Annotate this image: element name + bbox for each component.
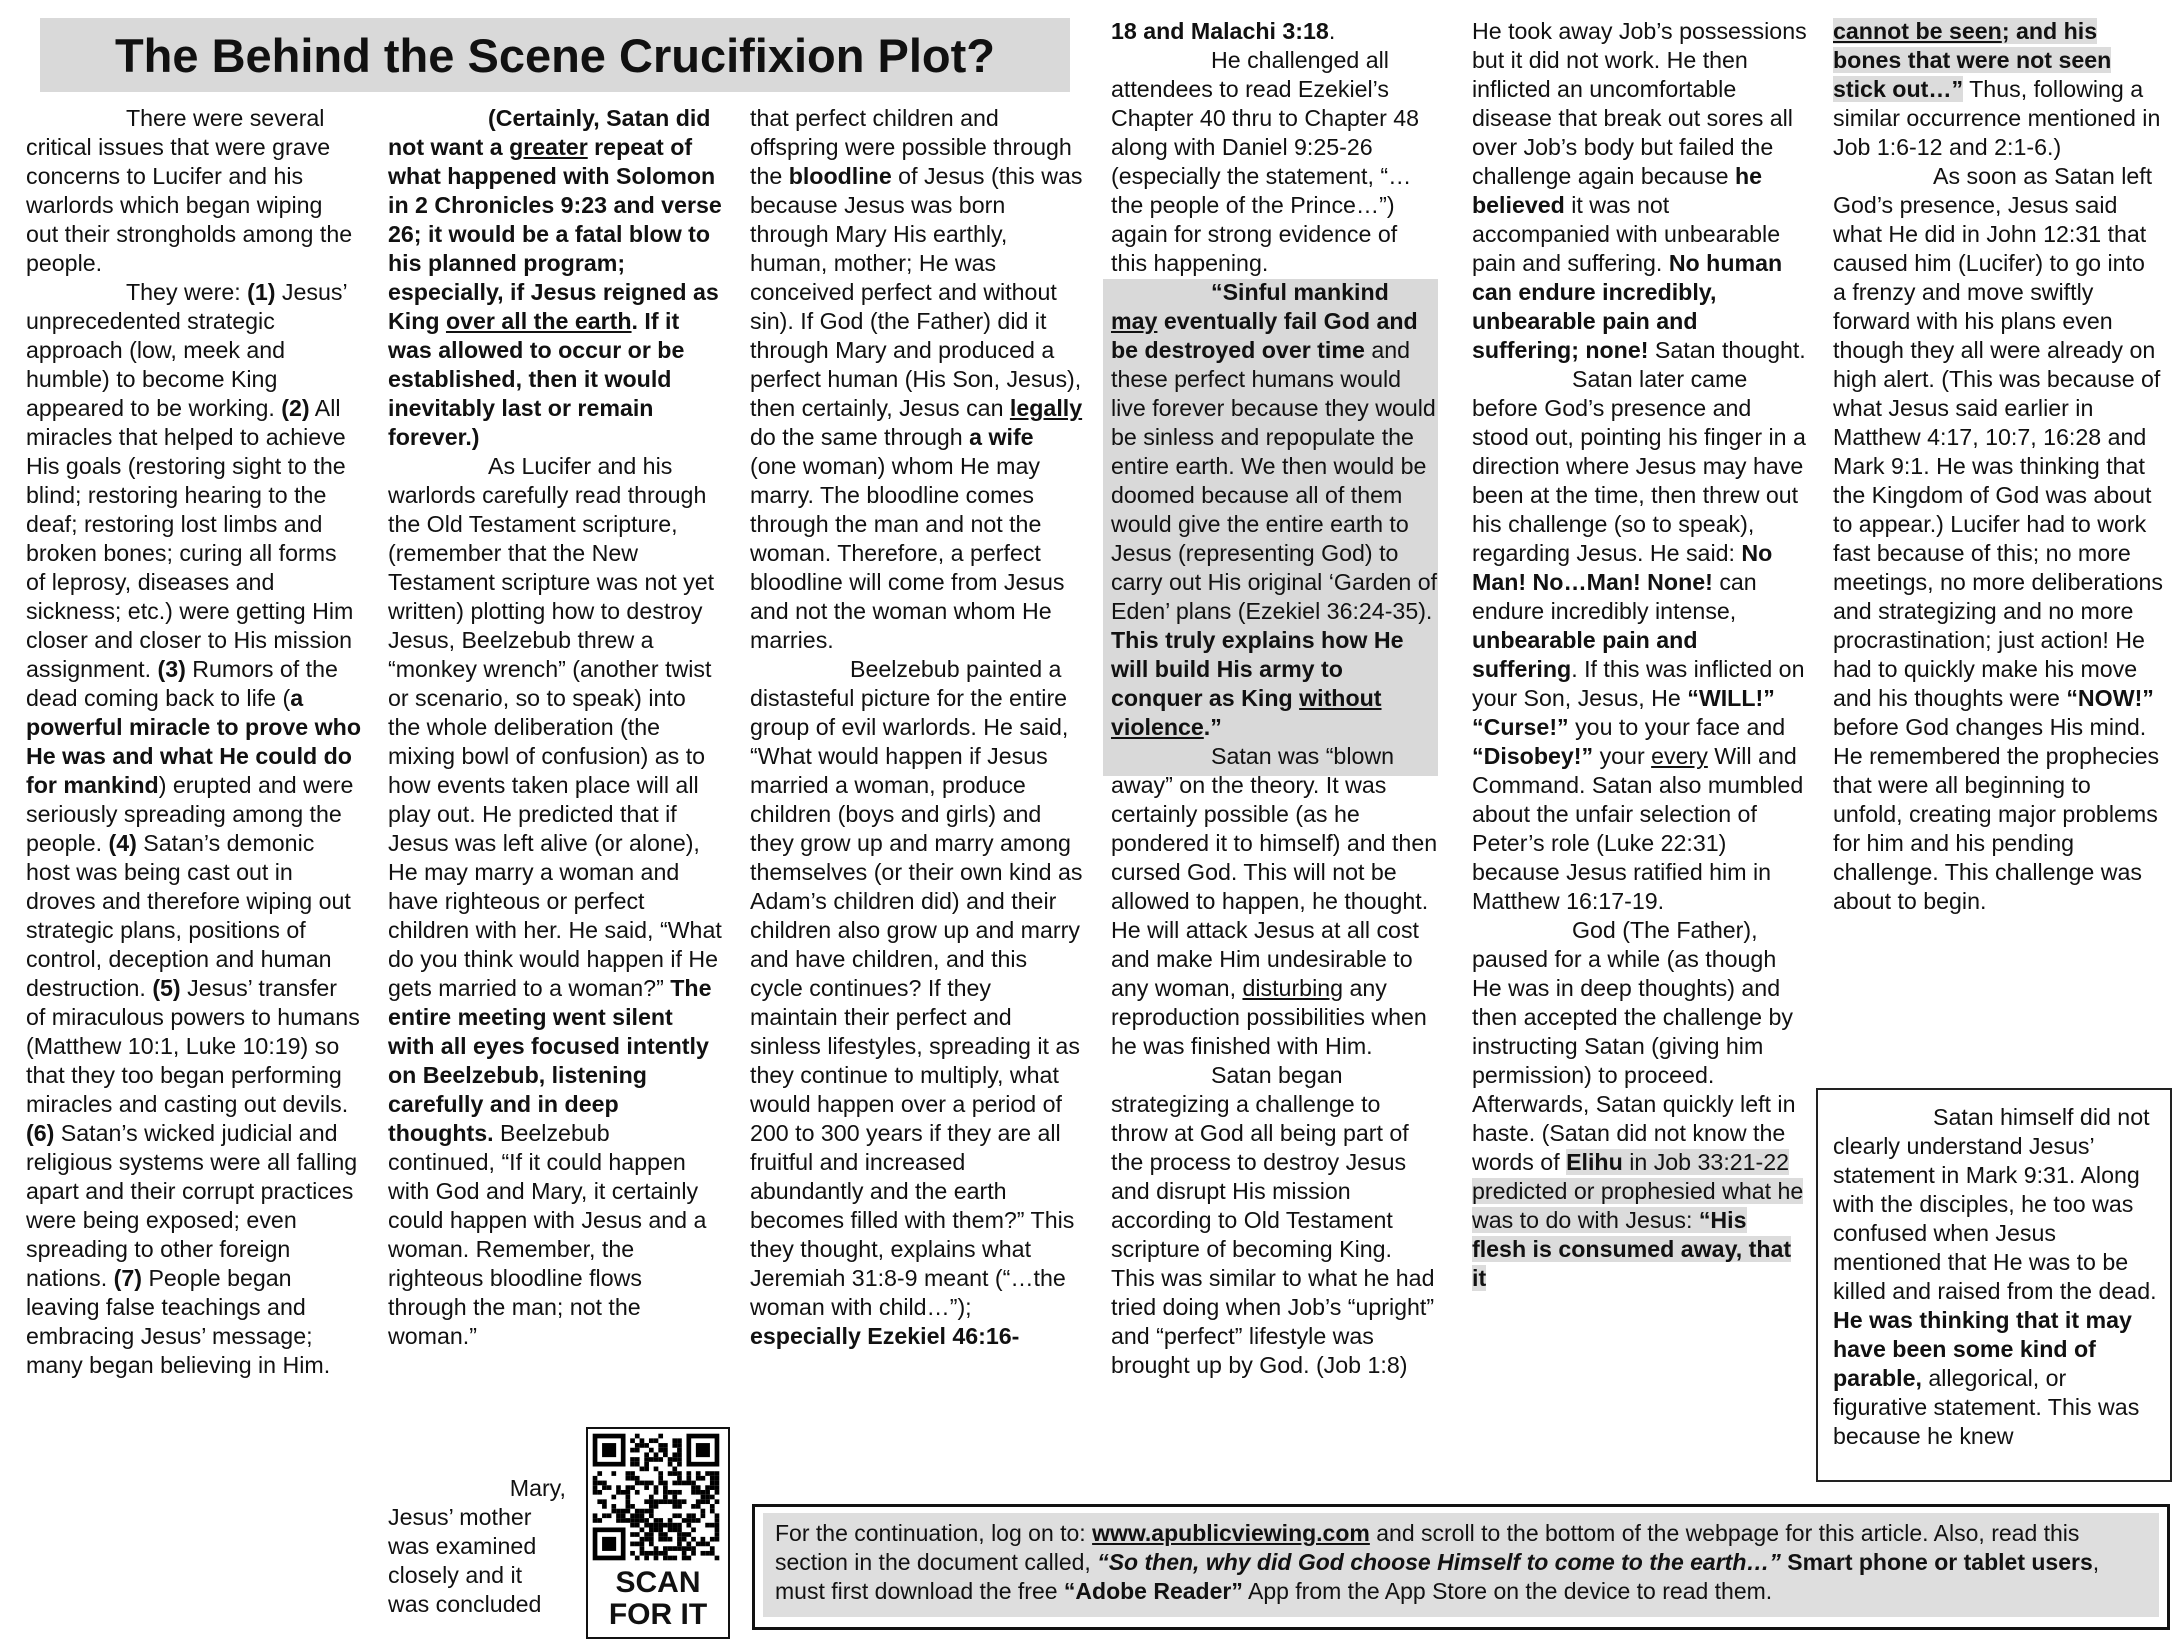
- col6-paragraph-2: As soon as Satan left God’s presence, Jesus said what He did in John 12:31 that caused him (Lucifer) to go into a frenzy and move swiftly forward with his plans even though they all were already on high alert. (This was because of what Jesus said earlier in Matthew 4:17, 10:7, 16:28 and Mark 9:1. He was thinking that the Kingdom of God was about to appear.) Lucifer had to work fast because of this; no more meetings, no more deliberations and strategizing and no more procrastination; just action! He had to quickly make his move and his thoughts were “NOW!” before God changes His mind. He remembered the prophecies that were all beginning to unfold, creating major problems for him and his pending challenge. This challenge was about to begin.: [1833, 163, 2163, 914]
- document-title: “So then, why did God choose Himself to come to the earth…”: [1097, 1549, 1781, 1575]
- col5-paragraph-3: God (The Father), paused for a while (as though He was in deep thoughts) and then accepted the challenge by instructing Satan (giving him permission) to proceed. Afterwards, Satan quickly left in haste. (Satan did not know the words of Elihu in Job 33:21-22 predicted or prophesied what he was to do with Jesus: “His flesh is consumed away, that it: [1472, 917, 1804, 1291]
- column-2: [388, 104, 723, 1351]
- col5-paragraph-2: Satan later came before God’s presence and stood out, pointing his finger in a direction where Jesus may have been at the time, then threw out his challenge (so to speak), regarding Jesus. He said: No Man! No…Man! None! can endure incredibly intense, unbearable pain and suffering. If this was inflicted on your Son, Jesus, He “WILL!” “Curse!” you to your face and “Disobey!” your every Will and Command. Satan also mumbled about the unfair selection of Peter’s role (Luke 22:31) because Jesus ratified him in Matthew 16:17-19.: [1472, 366, 1806, 914]
- qr-code[interactable]: [586, 1427, 730, 1639]
- column-6: [1833, 17, 2163, 916]
- column-4: [1111, 17, 1439, 1380]
- col2-mary: Mary,: [509, 1475, 566, 1501]
- col4-paragraph-4: Satan was “blown away” on the theory. It was certainly possible (as he pondered it to himself) and then cursed God. This will not be allowed to happen, he thought. He will attack Jesus at all cost and make Him undesirable to any woman, disturbing any reproduction possibilities when he was finished with Him.: [1111, 743, 1438, 1059]
- col2-bold-paragraph: (Certainly, Satan did not want a greater repeat of what happened with Solomon in 2 Chronicles 9:23 and verse 26; it would be a fatal blow to his planned program; especially, if Jesus reigned as King over all the earth. If it was allowed to occur or be established, then it would inevitably last or remain forever.): [388, 105, 722, 450]
- title-banner: [40, 18, 1070, 92]
- column-3: [750, 104, 1085, 1351]
- col2-paragraph-2: As Lucifer and his warlords carefully read through the Old Testament scripture, (remember that the New Testament scripture was not yet written) plotting how to destroy Jesus, Beelzebub threw a “monkey wrench” (another twist or scenario, so to speak) into the whole deliberation (the mixing bowl of confusion) as to how events taken place will all play out. He predicted that if Jesus was left alive (or alone), He may marry a woman and have righteous or perfect children with her. He said, “What do you think would happen if He gets married to a woman?” The entire meeting went silent with all eyes focused intently on Beelzebub, listening carefully and in deep thoughts. Beelzebub continued, “If it could happen with God and Mary, it certainly could happen with Jesus and a woman. Remember, the righteous bloodline flows through the man; not the woman.”: [388, 453, 722, 1349]
- col4-paragraph-1: 18 and Malachi 3:18.: [1111, 18, 1336, 44]
- website-link[interactable]: www.apublicviewing.com: [1092, 1520, 1370, 1546]
- col2-mary-paragraph: [388, 1474, 566, 1619]
- col4-paragraph-2: He challenged all attendees to read Ezekiel’s Chapter 40 thru to Chapter 48 along with Daniel 9:25-26 (especially the statement, “…the people of the Prince…”) again for strong evidence of this happening.: [1111, 47, 1420, 276]
- col3-paragraph-2: Beelzebub painted a distasteful picture for the entire group of evil warlords. He said, “What would happen if Jesus married a woman, produce children (boys and girls) and they grow up and marry among themselves (or their own kind as Adam’s children did) and their children also grow up and marry and have children, and this cycle continues? If they maintain their perfect and sinless lifestyles, spreading it as they continue to multiply, what would happen over a period of 200 to 300 years if they are all fruitful and increased abundantly and the earth becomes filled with them?” This they thought, explains what Jeremiah 31:8-9 meant (“…the woman with child…”); especially Ezekiel 46:16-: [750, 656, 1083, 1349]
- qr-code-pattern: [588, 1429, 724, 1565]
- col5-paragraph-1: He took away Job’s possessions but it did not work. He then inflicted an uncomfortable disease that break out sores all over Job’s body but failed the challenge again because he believed it was not accompanied with unbearable pain and suffering. No human can endure incredibly, unbearable pain and suffering; none! Satan thought.: [1472, 18, 1807, 363]
- column-1: [26, 104, 361, 1380]
- col6-paragraph-1: cannot be seen; and his bones that were not seen stick out…” Thus, following a similar occurrence mentioned in Job 1:6-12 and 2:1-6.): [1833, 18, 2161, 160]
- col1-paragraph-2: They were: (1) Jesus’ unprecedented strategic approach (low, meek and humble) to become King appeared to be working. (2) All miracles that helped to achieve His goals (restoring sight to the blind; restoring hearing to the deaf; restoring lost limbs and broken bones; curing all forms of leprosy, diseases and sickness; etc.) were getting Him closer and closer to His mission assignment. (3) Rumors of the dead coming back to life (a powerful miracle to prove who He was and what He could do for mankind) erupted and were seriously spreading among the people. (4) Satan’s demonic host was being cast out in droves and therefore wiping out strategic plans, positions of control, deception and human destruction. (5) Jesus’ transfer of miraculous powers to humans (Matthew 10:1, Luke 10:19) so that they too began performing miracles and casting out devils. (6) Satan’s wicked judicial and religious systems were all falling apart and their corrupt practices were being exposed; even spreading to other foreign nations. (7) People began leaving false teachings and embracing Jesus’ message; many began believing in Him.: [26, 279, 361, 1378]
- column-5: [1472, 17, 1807, 1293]
- qr-scan-label: SCAN FOR IT: [608, 1566, 708, 1631]
- col2-mary-rest: Jesus’ mother was examined closely and it was concluded: [388, 1504, 542, 1617]
- col4-paragraph-5: Satan began strategizing a challenge to throw at God all being part of the process to destroy Jesus and disrupt His mission according to Old Testament scripture of becoming King. This was similar to what he had tried doing when Job’s “upright” and “perfect” lifestyle was brought up by God. (Job 1:8): [1111, 1062, 1435, 1378]
- page-title: The Behind the Scene Crucifixion Plot?: [114, 28, 996, 82]
- col3-paragraph-1: that perfect children and offspring were possible through the bloodline of Jesus (this was because Jesus was born through Mary His earthly, human, mother; He was conceived perfect and without sin). If God (the Father) did it through Mary and produced a perfect human (His Son, Jesus), then certainly, Jesus can legally do the same through a wife (one woman) whom He may marry. The bloodline comes through the man and not the woman. Therefore, a perfect bloodline will come from Jesus and not the woman whom He marries.: [750, 105, 1083, 653]
- footer-box: [752, 1504, 2170, 1630]
- col1-paragraph-1: There were several critical issues that were grave concerns to Lucifer and his warlords which began wiping out their strongholds among the people.: [26, 105, 353, 276]
- col4-highlight-quote: “Sinful mankind may eventually fail God and be destroyed over time and these perfect humans would live forever because they would be sinless and repopulate the entire earth. We then would be doomed because all of them would give the entire earth to Jesus (representing God) to carry out His original ‘Garden of Eden’ plans (Ezekiel 36:24-35). This truly explains how He will build His army to conquer as King without violence.”: [1111, 279, 1438, 740]
- col6-box-text: Satan himself did not clearly understand Jesus’ statement in Mark 9:31. Along with the disciples, he too was confused when Jesus mentioned that He was to be killed and raised from the dead. He was thinking that it may have been some kind of parable, allegorical, or figurative statement. This was because he knew: [1833, 1104, 2157, 1449]
- footer-text: For the continuation, log on to: www.apublicviewing.com and scroll to the bottom of the webpage for this article. Also, read this section in the document called, “So then, why did God choose Himself to come to the earth…” Smart phone or tablet users, must first download the free “Adobe Reader” App from the App Store on the device to read them.: [763, 1513, 2159, 1617]
